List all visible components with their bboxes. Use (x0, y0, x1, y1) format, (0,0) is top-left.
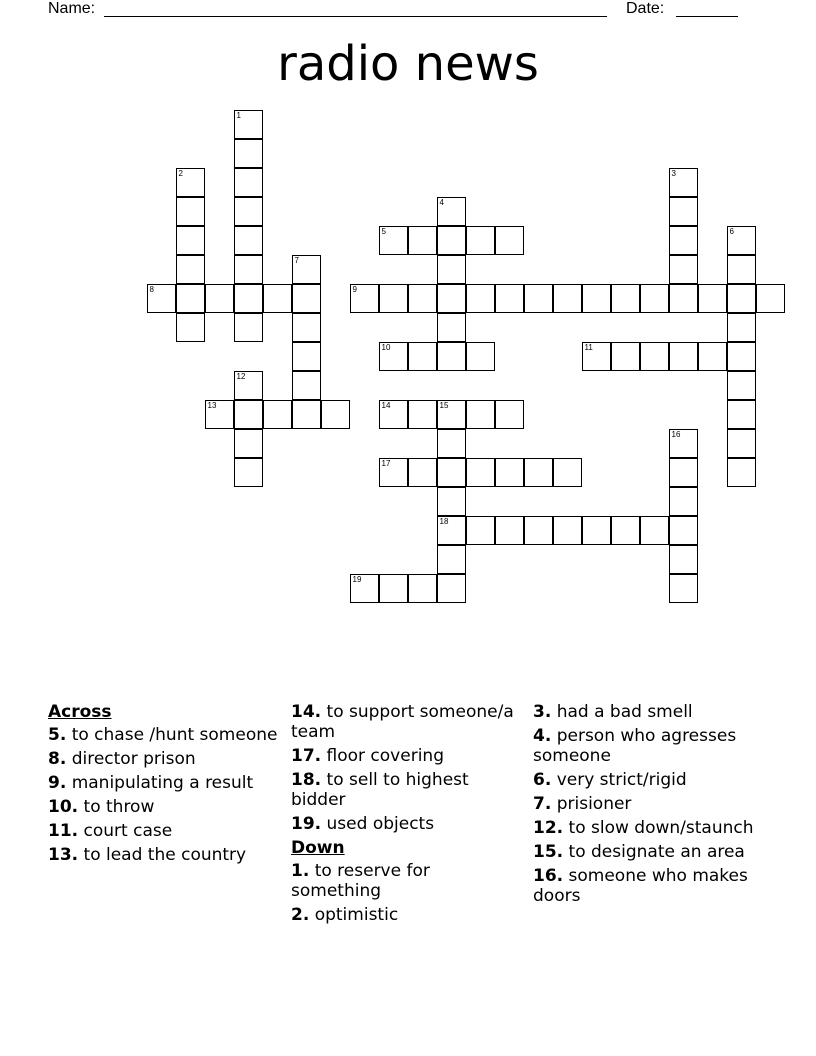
clue-number: 12. (533, 818, 564, 838)
grid-cell[interactable] (466, 226, 495, 255)
clue-across-19 (291, 814, 523, 834)
clue-number-label: 4 (439, 198, 444, 207)
grid-cell[interactable] (669, 545, 698, 574)
grid-cell[interactable] (350, 574, 379, 603)
grid-cell[interactable] (408, 226, 437, 255)
grid-cell[interactable] (640, 516, 669, 545)
grid-cell[interactable] (669, 487, 698, 516)
grid-cell[interactable] (176, 255, 205, 284)
grid-cell[interactable] (553, 284, 582, 313)
grid-cell[interactable] (234, 313, 263, 342)
clue-number: 19. (291, 814, 322, 834)
clue-across-8 (48, 749, 280, 769)
clue-text: director prison (71, 749, 196, 769)
clue-text: prisioner (556, 794, 632, 814)
clue-down-12 (533, 818, 765, 838)
clue-number: 13. (48, 845, 79, 865)
grid-cell[interactable] (669, 516, 698, 545)
grid-cell[interactable] (582, 284, 611, 313)
clue-text: used objects (326, 814, 435, 834)
clues-column-3 (533, 702, 765, 910)
clue-text: to support someone/a team (291, 702, 514, 742)
clue-number: 17. (291, 746, 322, 766)
clue-across-18 (291, 770, 523, 810)
grid-cell[interactable] (495, 458, 524, 487)
grid-cell[interactable] (234, 226, 263, 255)
grid-cell[interactable] (437, 284, 466, 313)
grid-cell[interactable] (292, 255, 321, 284)
clue-across-13 (48, 845, 280, 865)
grid-cell[interactable] (582, 342, 611, 371)
grid-cell[interactable] (379, 284, 408, 313)
clue-number: 14. (291, 702, 322, 722)
clue-text: to designate an area (568, 842, 745, 862)
grid-cell[interactable] (176, 197, 205, 226)
grid-cell[interactable] (698, 284, 727, 313)
grid-cell[interactable] (437, 226, 466, 255)
clue-number: 6. (533, 770, 552, 790)
grid-cell[interactable] (495, 400, 524, 429)
clue-down-15 (533, 842, 765, 862)
grid-cell[interactable] (292, 371, 321, 400)
grid-cell[interactable] (437, 255, 466, 284)
clue-number: 3. (533, 702, 552, 722)
grid-cell[interactable] (292, 284, 321, 313)
grid-cell[interactable] (234, 284, 263, 313)
clue-number: 4. (533, 726, 552, 746)
grid-cell[interactable] (669, 226, 698, 255)
grid-cell[interactable] (437, 487, 466, 516)
grid-cell[interactable] (669, 197, 698, 226)
grid-cell[interactable] (727, 458, 756, 487)
clue-across-17 (291, 746, 523, 766)
clue-number: 18. (291, 770, 322, 790)
grid-cell[interactable] (727, 342, 756, 371)
clue-down-16 (533, 866, 765, 906)
clue-number-label: 17 (381, 459, 391, 468)
grid-cell[interactable] (408, 342, 437, 371)
grid-cell[interactable] (466, 516, 495, 545)
clue-down-7 (533, 794, 765, 814)
name-label: Name: (48, 0, 96, 17)
grid-cell[interactable] (176, 226, 205, 255)
clue-text: person who agresses someone (533, 726, 737, 766)
grid-cell[interactable] (611, 284, 640, 313)
grid-cell[interactable] (408, 400, 437, 429)
clue-across-5 (48, 725, 280, 745)
clue-text: had a bad smell (556, 702, 693, 722)
clue-down-1 (291, 861, 523, 901)
clue-number-label: 7 (294, 256, 299, 265)
grid-cell[interactable] (234, 197, 263, 226)
grid-cell[interactable] (669, 342, 698, 371)
grid-cell[interactable] (437, 197, 466, 226)
grid-cell[interactable] (234, 458, 263, 487)
date-label: Date: (626, 0, 665, 17)
clue-down-2 (291, 905, 523, 925)
clue-number-label: 1 (236, 111, 241, 120)
grid-cell[interactable] (640, 342, 669, 371)
grid-cell[interactable] (176, 313, 205, 342)
grid-cell[interactable] (727, 400, 756, 429)
grid-cell[interactable] (379, 400, 408, 429)
clue-number-label: 15 (439, 401, 449, 410)
grid-cell[interactable] (147, 284, 176, 313)
puzzle-title: radio news (277, 36, 539, 92)
grid-cell[interactable] (408, 458, 437, 487)
clue-number-label: 12 (236, 372, 246, 381)
clue-number-label: 13 (207, 401, 217, 410)
clue-number: 5. (48, 725, 67, 745)
clue-across-11 (48, 821, 280, 841)
clue-number-label: 3 (671, 169, 676, 178)
clue-number-label: 6 (729, 227, 734, 236)
clue-text: to slow down/staunch (568, 818, 754, 838)
grid-cell[interactable] (640, 284, 669, 313)
grid-cell[interactable] (379, 342, 408, 371)
clues-column-1 (48, 702, 280, 869)
grid-cell[interactable] (437, 545, 466, 574)
grid-cell[interactable] (669, 574, 698, 603)
grid-cell[interactable] (727, 284, 756, 313)
clue-across-14 (291, 702, 523, 742)
grid-cell[interactable] (466, 400, 495, 429)
clue-number: 9. (48, 773, 67, 793)
clue-number-label: 11 (584, 343, 593, 352)
grid-cell[interactable] (437, 516, 466, 545)
clue-text: very strict/rigid (556, 770, 687, 790)
clue-down-4 (533, 726, 765, 766)
clue-number-label: 19 (352, 575, 362, 584)
clue-number-label: 5 (381, 227, 386, 236)
clues-column-2 (291, 702, 523, 929)
down-heading: Down (291, 838, 345, 858)
grid-cell[interactable] (466, 342, 495, 371)
clue-down-6 (533, 770, 765, 790)
grid-cell[interactable] (176, 168, 205, 197)
grid-cell[interactable] (727, 371, 756, 400)
grid-cell[interactable] (437, 429, 466, 458)
clue-number-label: 16 (671, 430, 681, 439)
clue-number: 2. (291, 905, 310, 925)
grid-cell[interactable] (408, 284, 437, 313)
grid-cell[interactable] (234, 371, 263, 400)
grid-cell[interactable] (437, 400, 466, 429)
clue-text: court case (83, 821, 173, 841)
grid-cell[interactable] (234, 168, 263, 197)
grid-cell[interactable] (466, 284, 495, 313)
grid-cell[interactable] (379, 458, 408, 487)
grid-cell[interactable] (408, 574, 437, 603)
grid-cell[interactable] (350, 284, 379, 313)
clue-text: manipulating a result (71, 773, 254, 793)
grid-cell[interactable] (495, 226, 524, 255)
grid-cell[interactable] (234, 400, 263, 429)
grid-cell[interactable] (292, 313, 321, 342)
clue-number: 1. (291, 861, 310, 881)
grid-cell[interactable] (321, 400, 350, 429)
grid-cell[interactable] (379, 226, 408, 255)
grid-cell[interactable] (234, 110, 263, 139)
grid-cell[interactable] (263, 284, 292, 313)
grid-cell[interactable] (582, 516, 611, 545)
grid-cell[interactable] (495, 516, 524, 545)
grid-cell[interactable] (205, 284, 234, 313)
grid-cell[interactable] (205, 400, 234, 429)
clue-text: someone who makes doors (533, 866, 748, 906)
grid-cell[interactable] (611, 516, 640, 545)
grid-cell[interactable] (524, 458, 553, 487)
clue-text: to lead the country (83, 845, 247, 865)
grid-cell[interactable] (437, 458, 466, 487)
grid-cell[interactable] (292, 342, 321, 371)
grid-cell[interactable] (176, 284, 205, 313)
grid-cell[interactable] (669, 284, 698, 313)
grid-cell[interactable] (292, 400, 321, 429)
clue-number-label: 18 (439, 517, 449, 526)
grid-cell[interactable] (669, 429, 698, 458)
grid-cell[interactable] (234, 255, 263, 284)
grid-cell[interactable] (669, 168, 698, 197)
grid-cell[interactable] (611, 342, 640, 371)
grid-cell[interactable] (437, 342, 466, 371)
grid-cell[interactable] (234, 139, 263, 168)
clue-across-10 (48, 797, 280, 817)
grid-cell[interactable] (524, 284, 553, 313)
clue-number: 16. (533, 866, 564, 886)
clue-number-label: 10 (381, 343, 391, 352)
grid-cell[interactable] (698, 342, 727, 371)
grid-cell[interactable] (466, 458, 495, 487)
across-heading: Across (48, 702, 112, 722)
grid-cell[interactable] (727, 226, 756, 255)
clue-number: 11. (48, 821, 79, 841)
clue-number-label: 14 (381, 401, 391, 410)
clue-text: to reserve for something (291, 861, 430, 901)
clue-number-label: 2 (178, 169, 183, 178)
grid-cell[interactable] (263, 400, 292, 429)
clue-text: to throw (83, 797, 155, 817)
clue-number: 10. (48, 797, 79, 817)
grid-cell[interactable] (553, 458, 582, 487)
clue-number-label: 9 (352, 285, 357, 294)
grid-cell[interactable] (495, 284, 524, 313)
grid-cell[interactable] (437, 313, 466, 342)
grid-cell[interactable] (727, 255, 756, 284)
grid-cell[interactable] (756, 284, 785, 313)
grid-cell[interactable] (379, 574, 408, 603)
clue-number: 8. (48, 749, 67, 769)
clue-across-9 (48, 773, 280, 793)
grid-cell[interactable] (669, 458, 698, 487)
clue-text: optimistic (314, 905, 399, 925)
grid-cell[interactable] (727, 429, 756, 458)
clue-number-label: 8 (149, 285, 154, 294)
grid-cell[interactable] (553, 516, 582, 545)
grid-cell[interactable] (437, 574, 466, 603)
clue-number: 7. (533, 794, 552, 814)
grid-cell[interactable] (727, 313, 756, 342)
grid-cell[interactable] (524, 516, 553, 545)
clue-text: to sell to highest bidder (291, 770, 469, 810)
clue-text: to chase /hunt someone (71, 725, 278, 745)
clue-text: floor covering (326, 746, 444, 766)
clue-down-3 (533, 702, 765, 722)
clue-number: 15. (533, 842, 564, 862)
grid-cell[interactable] (234, 429, 263, 458)
grid-cell[interactable] (669, 255, 698, 284)
